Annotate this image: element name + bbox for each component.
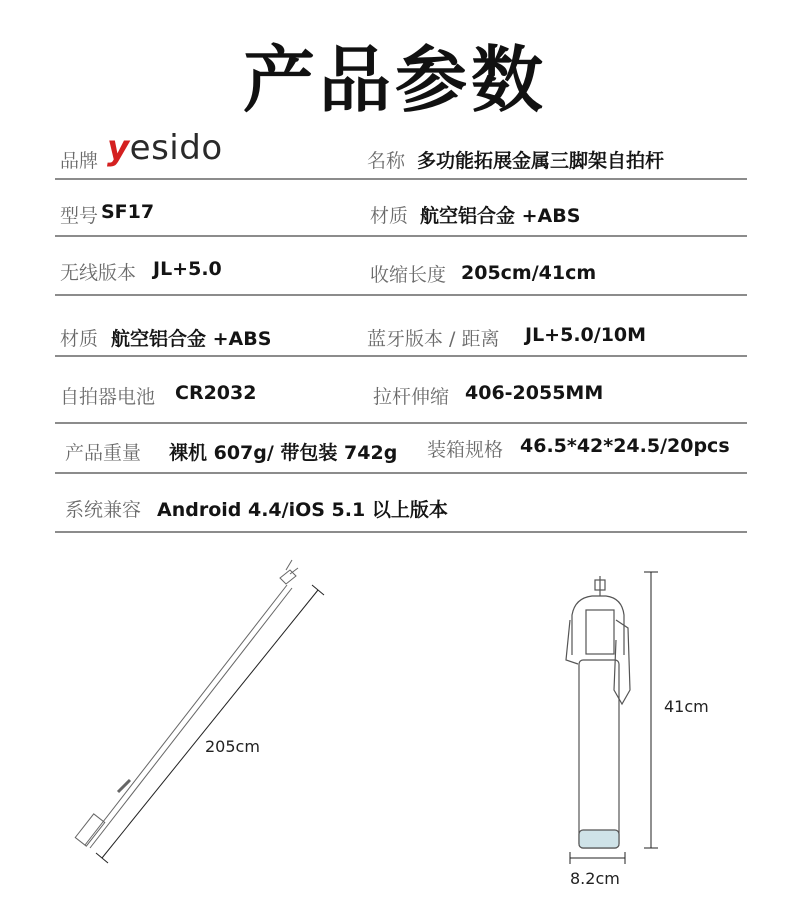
folded-stick-drawing xyxy=(566,576,630,848)
rod-value: 406-2055MM xyxy=(465,382,604,404)
folded-label: 收缩长度 xyxy=(370,264,447,286)
folded-value: 205cm/41cm xyxy=(461,262,597,284)
compat-value: Android 4.4/iOS 5.1 以上版本 xyxy=(157,499,448,521)
compat-label: 系统兼容 xyxy=(65,499,142,521)
page-title: 产品参数 xyxy=(242,38,547,122)
brand-label: 品牌 xyxy=(60,150,99,172)
battery-label: 自拍器电池 xyxy=(60,386,156,408)
folded-length-label: 41cm xyxy=(664,697,709,716)
bluetooth-value: JL+5.0/10M xyxy=(525,324,647,346)
material-value: 航空铝合金 +ABS xyxy=(111,328,272,350)
name-label: 名称 xyxy=(367,150,406,172)
wireless-value: JL+5.0 xyxy=(153,258,222,280)
brand-logo: yesido xyxy=(107,128,223,168)
material-label: 材质 xyxy=(370,205,409,227)
model-value: SF17 xyxy=(101,201,155,223)
name-value: 多功能拓展金属三脚架自拍杆 xyxy=(417,150,665,172)
extended-length-label: 205cm xyxy=(205,737,260,756)
extended-dimension-line xyxy=(96,585,324,863)
rod-label: 拉杆伸缩 xyxy=(373,386,450,408)
wireless-label: 无线版本 xyxy=(60,262,137,284)
weight-value: 裸机 607g/ 带包装 742g xyxy=(169,442,398,464)
bluetooth-label: 蓝牙版本 / 距离 xyxy=(367,328,500,350)
model-label: 型号 xyxy=(60,205,99,227)
width-dimension-line xyxy=(570,852,625,864)
weight-label: 产品重量 xyxy=(65,442,142,464)
material-value: 航空铝合金 +ABS xyxy=(420,205,581,227)
material-label: 材质 xyxy=(60,328,99,350)
battery-value: CR2032 xyxy=(175,382,257,404)
box-value: 46.5*42*24.5/20pcs xyxy=(520,435,730,457)
extended-stick-drawing xyxy=(75,560,298,848)
width-label: 8.2cm xyxy=(570,869,620,888)
height-dimension-line xyxy=(644,572,658,848)
box-label: 装箱规格 xyxy=(427,439,504,461)
